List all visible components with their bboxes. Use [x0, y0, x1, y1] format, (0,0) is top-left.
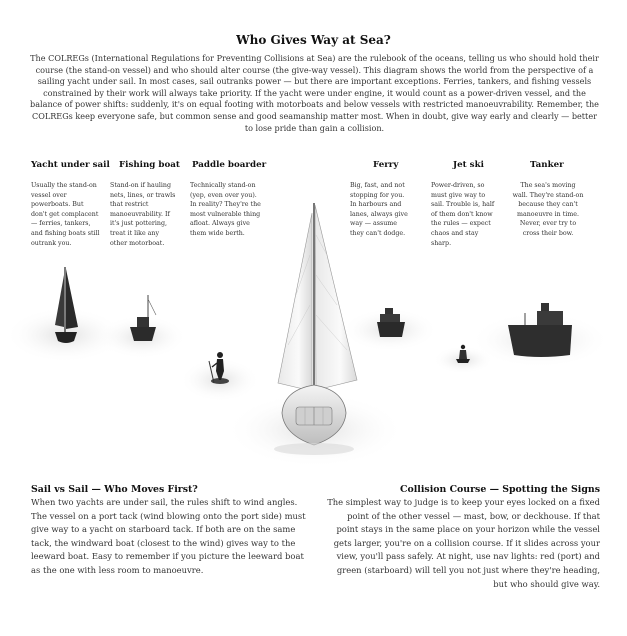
- heading-tanker: Tanker: [530, 160, 564, 170]
- heading-ferry: Ferry: [373, 160, 399, 170]
- text-paddle-boarder: Technically stand-on (yep, even over you). In reality? They're the most vulnerable thing afloat. Always give them wide berth.: [190, 182, 261, 237]
- central-yacht-icon: [274, 203, 357, 455]
- text-ferry: Big, fast, and not stopping for you. In harbours and lanes, always give way — assume they can't dodge.: [350, 182, 408, 237]
- text-jet-ski: Power-driven, so must give way to sail. Trouble is, half of them don't know the rules — expect chaos and stay sharp.: [431, 182, 495, 247]
- collision-course-text: The simplest way to judge is to keep your eyes locked on a fixed point of the other vessel — mast, bow, or deckhouse. If that point stays in the same place on your horizon while the vessel gets larger, you're on a collision course. If it slides across your view, you'll pass safely. At night, use nav lights: red (port) and green (starboard) will tell you not just where they're heading, but who should give way.: [327, 497, 600, 589]
- text-fishing-boat: Stand-on if hauling nets, lines, or trawls that restrict manoeuvrability. If it's just pottering, treat it like any other motorboat.: [110, 182, 176, 247]
- text-tanker: The sea's moving wall. They're stand-on because they can't manoeuvre in time. Never, ever try to cross their bow.: [512, 182, 584, 237]
- heading-jet-ski: Jet ski: [453, 160, 484, 170]
- intro-paragraph: The COLREGs (International Regulations for Preventing Collisions at Sea) are the rulebook of the oceans, telling us who should hold their course (the stand-on vessel) and who should alter course (the give-way vessel). This diagram shows the world from the perspective of a sailing yacht under sail. In most cases, sail outranks power — but there are important exceptions. Ferries, tankers, and fishing vessels constrained by their work will always take priority. If the yacht were under engine, it would count as a power-driven vessel, and the balance of power shifts: suddenly, it's on equal footing with motorboats and below vessels with restricted manoeuvrability. Remember, the COLREGs keep everyone safe, but common sense and good seamanship matter most. When in doubt, give way early and clearly — better to lose pride than gain a collision.: [30, 53, 599, 133]
- sail-vs-sail-text: When two yachts are under sail, the rules shift to wind angles. The vessel on a port tack (wind blowing onto the port side) must give way to a yacht on starboard tack. If both are on the same tack, the windward boat (closest to the wind) gives way to the leeward boat. Easy to remember if you picture the leeward boat as the one with less room to manoeuvre.: [31, 497, 306, 575]
- page-title: Who Gives Way at Sea?: [236, 33, 391, 47]
- heading-fishing-boat: Fishing boat: [119, 160, 180, 170]
- collision-course-heading: Collision Course — Spotting the Signs: [400, 484, 600, 495]
- vessels-illustration: [0, 195, 627, 480]
- sail-vs-sail-heading: Sail vs Sail — Who Moves First?: [31, 484, 198, 495]
- tanker-icon: [508, 303, 572, 357]
- text-yacht-under-sail: Usually the stand-on vessel over powerboats. But don't get complacent — ferries, tankers, and fishing boats still outrank you.: [31, 182, 100, 247]
- heading-yacht-under-sail: Yacht under sail: [31, 160, 110, 170]
- heading-paddle-boarder: Paddle boarder: [192, 160, 267, 170]
